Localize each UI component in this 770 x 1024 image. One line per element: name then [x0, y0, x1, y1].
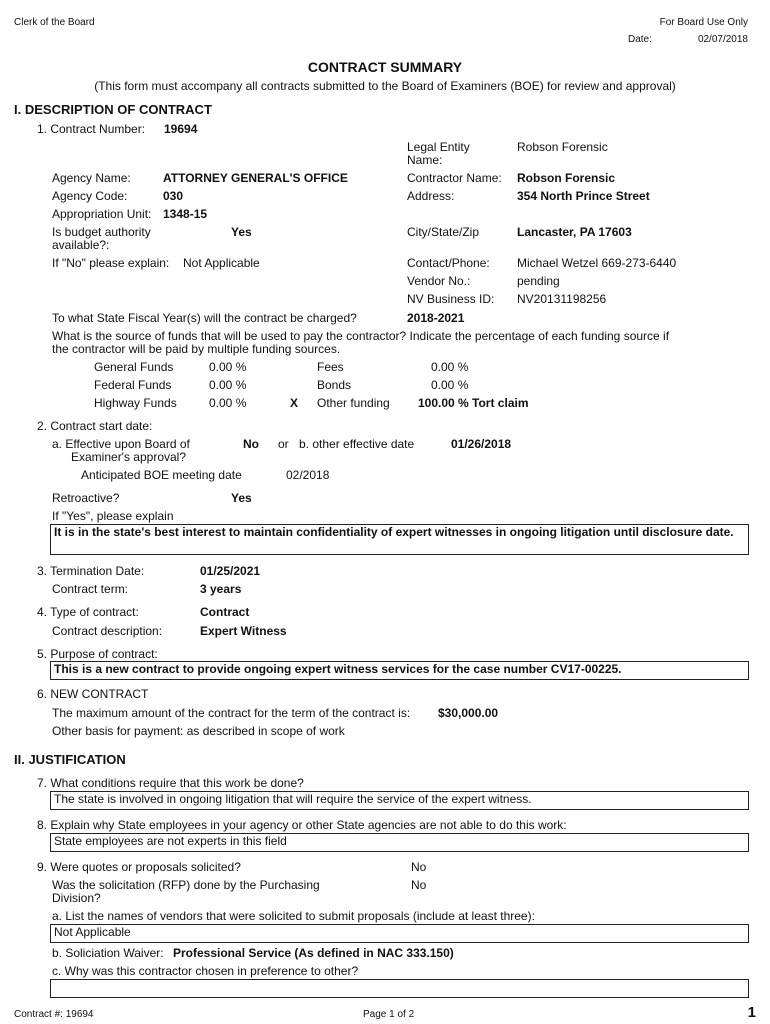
question-9a: a. List the names of vendors that were solicited to submit proposals (include at least three): [52, 909, 535, 923]
budget-label-2: available?: [52, 238, 110, 252]
nv-business-label: NV Business ID: [407, 292, 495, 306]
other-funding-label: Other funding [317, 396, 390, 410]
other-date-label: b. other effective date [299, 437, 415, 451]
retroactive-value: Yes [231, 491, 252, 505]
fiscal-year-label: To what State Fiscal Year(s) will the contract be charged? [52, 311, 357, 325]
effective-value: No [243, 437, 259, 451]
answer-9a-field[interactable] [50, 924, 749, 943]
answer-8-field[interactable] [50, 833, 749, 852]
other-basis: Other basis for payment: as described in scope of work [52, 724, 345, 738]
footer-page-label: Page 1 of 2 [363, 1009, 415, 1020]
question-9-rfp: Was the solicitation (RFP) done by the Purchasing [52, 878, 320, 892]
explain-value: Not Applicable [183, 256, 260, 270]
funding-source-question: What is the source of funds that will be used to pay the contractor? Indicate the percentage of each funding source if [52, 329, 670, 343]
highway-funds-label: Highway Funds [94, 396, 177, 410]
section-1-heading: I. DESCRIPTION OF CONTRACT [14, 102, 212, 117]
purpose-label: 5. Purpose of contract: [37, 647, 158, 661]
bonds-label: Bonds [317, 378, 352, 392]
retro-explain-label: If "Yes", please explain [52, 509, 174, 523]
answer-7-field[interactable] [50, 791, 749, 810]
legal-entity-label: Legal Entity [407, 140, 470, 154]
other-date-value: 01/26/2018 [451, 437, 512, 451]
fiscal-year-value: 2018-2021 [407, 311, 465, 325]
or-label: or [278, 437, 289, 451]
federal-funds-label: Federal Funds [94, 378, 172, 392]
question-9: 9. Were quotes or proposals solicited? [37, 860, 241, 874]
contact-label: Contact/Phone: [407, 256, 490, 270]
retro-explain-field[interactable] [50, 524, 749, 555]
start-date-label: 2. Contract start date: [37, 419, 153, 433]
agency-name-label: Agency Name: [52, 171, 131, 185]
vendor-label: Vendor No.: [407, 274, 471, 288]
waiver-value: Professional Service (As defined in NAC 333.150) [173, 946, 454, 960]
contract-description-value: Expert Witness [200, 624, 287, 638]
address-label: Address: [407, 189, 455, 203]
agency-name: ATTORNEY GENERAL'S OFFICE [163, 171, 348, 185]
max-amount-value: $30,000.00 [438, 706, 499, 720]
other-funding-mark: X [290, 396, 299, 410]
waiver-label: b. Soliciation Waiver: [52, 946, 164, 960]
footer-page-number: 1 [747, 1004, 756, 1021]
boe-meeting-value: 02/2018 [286, 468, 330, 482]
agency-code-label: Agency Code: [52, 189, 128, 203]
contract-type-value: Contract [200, 605, 250, 619]
fees-value: 0.00 % [431, 360, 469, 374]
funding-source-question-2: the contractor will be paid by multiple funding sources. [52, 342, 341, 356]
answer-9a-text: Not Applicable [54, 925, 131, 939]
general-funds-value: 0.00 % [209, 360, 247, 374]
date-value: 02/07/2018 [697, 34, 748, 45]
answer-9c-field[interactable] [50, 979, 749, 998]
page-title: CONTRACT SUMMARY [307, 59, 463, 75]
termination-date-label: 3. Termination Date: [37, 564, 145, 578]
budget-value: Yes [231, 225, 252, 239]
question-9c: c. Why was this contractor chosen in preference to other? [52, 964, 359, 978]
address-value: 354 North Prince Street [517, 189, 650, 203]
fees-label: Fees [317, 360, 344, 374]
contract-term-value: 3 years [200, 582, 242, 596]
federal-funds-value: 0.00 % [209, 378, 247, 392]
section-2-heading: II. JUSTIFICATION [14, 752, 126, 767]
date-label: Date: [628, 34, 652, 45]
general-funds-label: General Funds [94, 360, 174, 374]
question-9-rfp-2: Division? [52, 891, 101, 905]
purpose-text: This is a new contract to provide ongoing expert witness services for the case number CV17-00225. [54, 662, 622, 676]
purpose-field[interactable] [50, 661, 749, 680]
city-value: Lancaster, PA 17603 [517, 225, 632, 239]
effective-label: a. Effective upon Board of [52, 437, 190, 451]
contract-description-label: Contract description: [52, 624, 163, 638]
clerk-label: Clerk of the Board [14, 17, 95, 28]
board-use-label: For Board Use Only [659, 17, 748, 28]
contact-value: Michael Wetzel 669-273-6440 [517, 256, 677, 270]
city-label: City/State/Zip [407, 225, 480, 239]
contractor-name: Robson Forensic [517, 171, 616, 185]
answer-9-rfp: No [411, 878, 427, 892]
footer-contract-number: Contract #: 19694 [14, 1009, 94, 1020]
explain-label: If "No" please explain: [52, 256, 170, 270]
highway-funds-value: 0.00 % [209, 396, 247, 410]
retro-explain-text: It is in the state's best interest to maintain confidentiality of expert witnesses in ongoing litigation until disclosure date. [54, 525, 734, 539]
appropriation-value: 1348-15 [163, 207, 208, 221]
agency-code: 030 [163, 189, 184, 203]
question-8: 8. Explain why State employees in your agency or other State agencies are not able to do this work: [37, 818, 567, 832]
question-7: 7. What conditions require that this work be done? [37, 776, 304, 790]
answer-7-text: The state is involved in ongoing litigation that will require the service of the expert witness. [54, 792, 532, 806]
boe-meeting-label: Anticipated BOE meeting date [81, 468, 242, 482]
nv-business-value: NV20131198256 [517, 292, 607, 306]
max-amount-label: The maximum amount of the contract for the term of the contract is: [52, 706, 411, 720]
contract-type-label: 4. Type of contract: [37, 605, 139, 619]
contract-number: 19694 [164, 122, 198, 136]
page-subtitle: (This form must accompany all contracts submitted to the Board of Examiners (BOE) for review and approval) [94, 79, 676, 93]
contractor-name-label: Contractor Name: [407, 171, 502, 185]
answer-8-text: State employees are not experts in this field [54, 834, 287, 848]
answer-9: No [411, 860, 427, 874]
legal-entity-value: Robson Forensic [517, 140, 608, 154]
other-funding-value: 100.00 % Tort claim [418, 396, 529, 410]
legal-entity-label-2: Name: [407, 153, 443, 167]
new-contract-label: 6. NEW CONTRACT [37, 687, 149, 701]
retroactive-label: Retroactive? [52, 491, 120, 505]
termination-date-value: 01/25/2021 [200, 564, 261, 578]
effective-label-2: Examiner's approval? [71, 450, 187, 464]
bonds-value: 0.00 % [431, 378, 469, 392]
contract-number-label: 1. Contract Number: [37, 122, 146, 136]
contract-term-label: Contract term: [52, 582, 129, 596]
vendor-value: pending [517, 274, 560, 288]
budget-label: Is budget authority [52, 225, 151, 239]
appropriation-label: Appropriation Unit: [52, 207, 152, 221]
